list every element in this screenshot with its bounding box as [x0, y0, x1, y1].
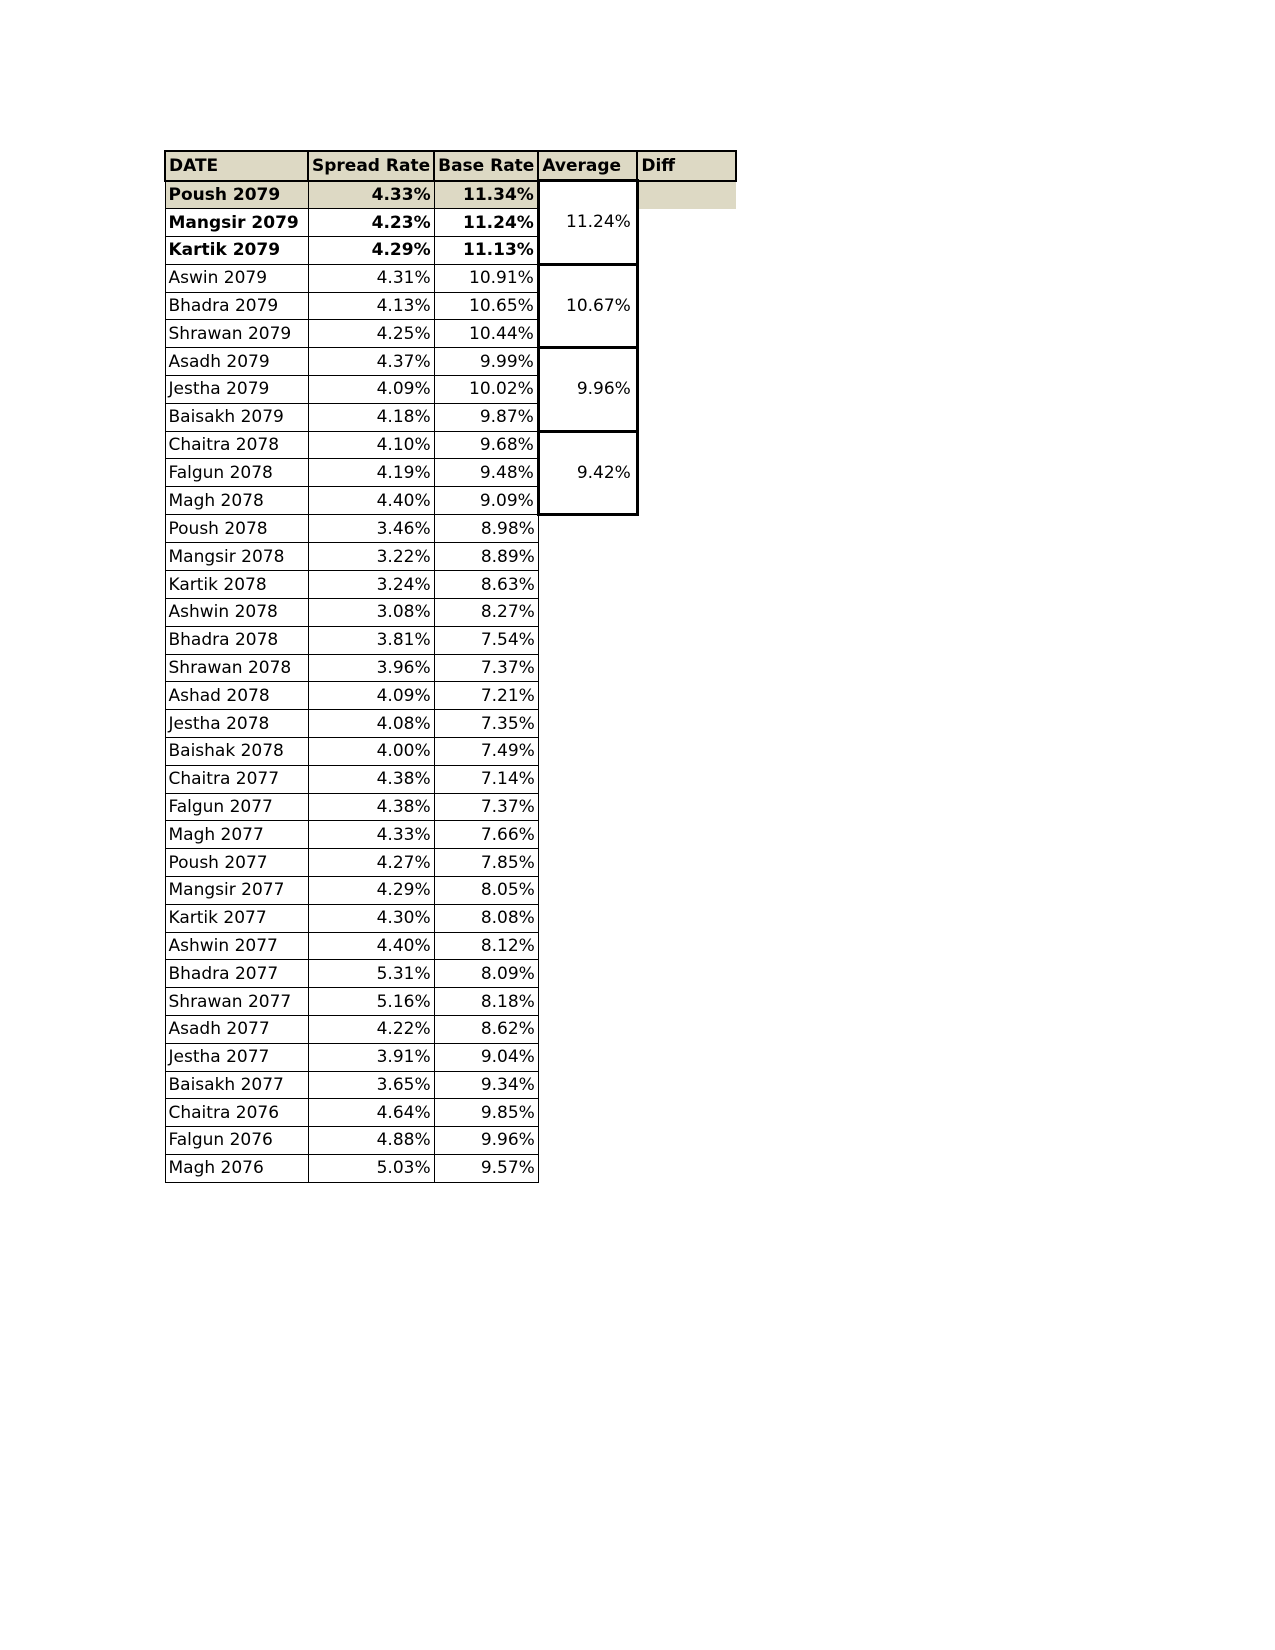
cell-base-rate: 7.49%	[434, 737, 538, 765]
table-row	[165, 403, 736, 431]
cell-base-rate: 8.27%	[434, 598, 538, 626]
cell-average: 11.24%	[538, 181, 637, 265]
cell-diff	[637, 876, 736, 904]
cell-base-rate: 9.09%	[434, 487, 538, 515]
cell-base-rate: 7.37%	[434, 654, 538, 682]
cell-spread-rate: 4.29%	[308, 237, 434, 265]
table-row	[165, 543, 736, 571]
cell-empty	[538, 682, 637, 710]
cell-spread-rate: 4.29%	[308, 876, 434, 904]
cell-spread-rate: 3.22%	[308, 543, 434, 571]
cell-empty	[538, 598, 637, 626]
cell-base-rate: 9.87%	[434, 403, 538, 431]
cell-spread-rate: 4.22%	[308, 1015, 434, 1043]
cell-base-rate: 9.04%	[434, 1043, 538, 1071]
cell-spread-rate: 5.16%	[308, 988, 434, 1016]
cell-base-rate: 8.89%	[434, 543, 538, 571]
cell-diff	[637, 737, 736, 765]
table-row	[165, 765, 736, 793]
table-row	[165, 1154, 736, 1182]
cell-empty	[538, 1015, 637, 1043]
cell-diff	[637, 181, 736, 209]
cell-base-rate: 8.05%	[434, 876, 538, 904]
cell-spread-rate: 4.33%	[308, 181, 434, 209]
cell-spread-rate: 4.64%	[308, 1099, 434, 1127]
cell-average: 9.96%	[538, 348, 637, 431]
cell-empty	[538, 821, 637, 849]
cell-date: Kartik 2079	[165, 237, 308, 265]
cell-diff	[637, 376, 736, 404]
cell-date: Aswin 2079	[165, 264, 308, 292]
table-row	[165, 571, 736, 599]
cell-diff	[637, 1043, 736, 1071]
cell-spread-rate: 4.38%	[308, 765, 434, 793]
cell-spread-rate: 3.91%	[308, 1043, 434, 1071]
cell-spread-rate: 4.09%	[308, 682, 434, 710]
cell-diff	[637, 431, 736, 459]
cell-diff	[637, 1127, 736, 1155]
cell-date: Shrawan 2077	[165, 988, 308, 1016]
cell-spread-rate: 4.10%	[308, 431, 434, 459]
table-row	[165, 904, 736, 932]
table-body	[165, 181, 736, 1183]
cell-diff	[637, 654, 736, 682]
cell-date: Chaitra 2077	[165, 765, 308, 793]
cell-date: Baishak 2078	[165, 737, 308, 765]
cell-date: Shrawan 2079	[165, 320, 308, 348]
table-row	[165, 1043, 736, 1071]
table-row	[165, 1071, 736, 1099]
table-row	[165, 682, 736, 710]
rates-table	[164, 150, 737, 1183]
cell-spread-rate: 4.18%	[308, 403, 434, 431]
table-row	[165, 292, 736, 320]
cell-date: Jestha 2077	[165, 1043, 308, 1071]
cell-base-rate: 9.34%	[434, 1071, 538, 1099]
cell-diff	[637, 932, 736, 960]
cell-empty	[538, 849, 637, 877]
cell-empty	[538, 737, 637, 765]
cell-date: Falgun 2078	[165, 459, 308, 487]
cell-date: Bhadra 2079	[165, 292, 308, 320]
cell-base-rate: 9.68%	[434, 431, 538, 459]
cell-date: Kartik 2078	[165, 571, 308, 599]
table-row	[165, 348, 736, 376]
cell-date: Ashwin 2078	[165, 598, 308, 626]
cell-diff	[637, 960, 736, 988]
cell-empty	[538, 876, 637, 904]
cell-base-rate: 8.98%	[434, 515, 538, 543]
cell-spread-rate: 4.25%	[308, 320, 434, 348]
cell-date: Mangsir 2078	[165, 543, 308, 571]
cell-date: Shrawan 2078	[165, 654, 308, 682]
table-row	[165, 1127, 736, 1155]
cell-date: Magh 2078	[165, 487, 308, 515]
cell-empty	[538, 654, 637, 682]
cell-empty	[538, 571, 637, 599]
cell-date: Mangsir 2079	[165, 209, 308, 237]
table-row	[165, 376, 736, 404]
cell-diff	[637, 209, 736, 237]
cell-empty	[538, 626, 637, 654]
table-row	[165, 960, 736, 988]
table-row	[165, 626, 736, 654]
table-row	[165, 654, 736, 682]
cell-diff	[637, 264, 736, 292]
cell-base-rate: 9.57%	[434, 1154, 538, 1182]
cell-diff	[637, 821, 736, 849]
cell-diff	[637, 459, 736, 487]
table-row	[165, 459, 736, 487]
cell-spread-rate: 3.65%	[308, 1071, 434, 1099]
spreadsheet-page	[164, 150, 737, 1183]
cell-base-rate: 7.66%	[434, 821, 538, 849]
table-row	[165, 209, 736, 237]
cell-spread-rate: 3.96%	[308, 654, 434, 682]
cell-spread-rate: 5.03%	[308, 1154, 434, 1182]
cell-base-rate: 8.12%	[434, 932, 538, 960]
cell-empty	[538, 1099, 637, 1127]
cell-spread-rate: 4.19%	[308, 459, 434, 487]
cell-base-rate: 8.18%	[434, 988, 538, 1016]
cell-date: Asadh 2077	[165, 1015, 308, 1043]
cell-date: Mangsir 2077	[165, 876, 308, 904]
cell-date: Poush 2079	[165, 181, 308, 209]
cell-empty	[538, 515, 637, 543]
cell-empty	[538, 1127, 637, 1155]
cell-base-rate: 9.85%	[434, 1099, 538, 1127]
cell-date: Kartik 2077	[165, 904, 308, 932]
cell-base-rate: 7.35%	[434, 710, 538, 738]
cell-base-rate: 8.09%	[434, 960, 538, 988]
cell-diff	[637, 598, 736, 626]
cell-base-rate: 9.99%	[434, 348, 538, 376]
cell-average: 9.42%	[538, 431, 637, 514]
cell-base-rate: 9.96%	[434, 1127, 538, 1155]
table-row	[165, 598, 736, 626]
cell-average: 10.67%	[538, 264, 637, 347]
cell-empty	[538, 543, 637, 571]
cell-diff	[637, 682, 736, 710]
cell-empty	[538, 1154, 637, 1182]
cell-empty	[538, 1043, 637, 1071]
table-row	[165, 181, 736, 209]
cell-diff	[637, 1015, 736, 1043]
cell-spread-rate: 4.88%	[308, 1127, 434, 1155]
cell-spread-rate: 3.46%	[308, 515, 434, 543]
cell-date: Asadh 2079	[165, 348, 308, 376]
cell-base-rate: 7.54%	[434, 626, 538, 654]
cell-spread-rate: 4.23%	[308, 209, 434, 237]
cell-spread-rate: 3.08%	[308, 598, 434, 626]
cell-base-rate: 7.85%	[434, 849, 538, 877]
cell-spread-rate: 4.00%	[308, 737, 434, 765]
cell-base-rate: 7.37%	[434, 793, 538, 821]
table-row	[165, 237, 736, 265]
cell-empty	[538, 793, 637, 821]
cell-date: Magh 2077	[165, 821, 308, 849]
cell-empty	[538, 988, 637, 1016]
header-row	[165, 151, 736, 181]
cell-spread-rate: 4.09%	[308, 376, 434, 404]
cell-date: Magh 2076	[165, 1154, 308, 1182]
cell-date: Jestha 2078	[165, 710, 308, 738]
cell-diff	[637, 487, 736, 515]
table-row	[165, 320, 736, 348]
cell-base-rate: 10.44%	[434, 320, 538, 348]
cell-spread-rate: 5.31%	[308, 960, 434, 988]
cell-empty	[538, 932, 637, 960]
table-row	[165, 515, 736, 543]
table-row	[165, 1099, 736, 1127]
cell-diff	[637, 543, 736, 571]
cell-diff	[637, 1154, 736, 1182]
cell-empty	[538, 960, 637, 988]
header-base-rate: Base Rate	[434, 151, 538, 181]
cell-diff	[637, 403, 736, 431]
cell-diff	[637, 1099, 736, 1127]
cell-base-rate: 10.91%	[434, 264, 538, 292]
cell-diff	[637, 849, 736, 877]
cell-spread-rate: 4.33%	[308, 821, 434, 849]
cell-diff	[637, 515, 736, 543]
cell-base-rate: 8.08%	[434, 904, 538, 932]
cell-date: Bhadra 2078	[165, 626, 308, 654]
header-average: Average	[538, 151, 637, 181]
cell-spread-rate: 4.08%	[308, 710, 434, 738]
cell-diff	[637, 904, 736, 932]
cell-diff	[637, 626, 736, 654]
table-row	[165, 821, 736, 849]
cell-spread-rate: 3.81%	[308, 626, 434, 654]
table-row	[165, 710, 736, 738]
cell-base-rate: 8.62%	[434, 1015, 538, 1043]
cell-diff	[637, 292, 736, 320]
cell-base-rate: 11.34%	[434, 181, 538, 209]
cell-diff	[637, 237, 736, 265]
table-row	[165, 431, 736, 459]
cell-date: Baisakh 2079	[165, 403, 308, 431]
table-row	[165, 876, 736, 904]
header-spread-rate: Spread Rate	[308, 151, 434, 181]
table-row	[165, 1015, 736, 1043]
cell-date: Falgun 2076	[165, 1127, 308, 1155]
cell-spread-rate: 4.38%	[308, 793, 434, 821]
table-row	[165, 988, 736, 1016]
cell-diff	[637, 793, 736, 821]
cell-date: Poush 2078	[165, 515, 308, 543]
table-row	[165, 932, 736, 960]
header-date: DATE	[165, 151, 308, 181]
cell-date: Ashwin 2077	[165, 932, 308, 960]
cell-spread-rate: 4.30%	[308, 904, 434, 932]
cell-date: Bhadra 2077	[165, 960, 308, 988]
cell-spread-rate: 4.40%	[308, 932, 434, 960]
cell-diff	[637, 988, 736, 1016]
cell-empty	[538, 1071, 637, 1099]
cell-empty	[538, 765, 637, 793]
cell-diff	[637, 320, 736, 348]
cell-base-rate: 11.24%	[434, 209, 538, 237]
cell-date: Baisakh 2077	[165, 1071, 308, 1099]
cell-base-rate: 8.63%	[434, 571, 538, 599]
cell-date: Poush 2077	[165, 849, 308, 877]
cell-date: Chaitra 2076	[165, 1099, 308, 1127]
cell-date: Jestha 2079	[165, 376, 308, 404]
cell-spread-rate: 4.27%	[308, 849, 434, 877]
table-row	[165, 737, 736, 765]
cell-empty	[538, 904, 637, 932]
cell-base-rate: 7.21%	[434, 682, 538, 710]
cell-diff	[637, 571, 736, 599]
table-row	[165, 793, 736, 821]
cell-base-rate: 9.48%	[434, 459, 538, 487]
table-row	[165, 487, 736, 515]
cell-diff	[637, 710, 736, 738]
cell-diff	[637, 1071, 736, 1099]
cell-spread-rate: 3.24%	[308, 571, 434, 599]
cell-spread-rate: 4.31%	[308, 264, 434, 292]
cell-base-rate: 10.65%	[434, 292, 538, 320]
cell-spread-rate: 4.40%	[308, 487, 434, 515]
cell-date: Ashad 2078	[165, 682, 308, 710]
cell-date: Chaitra 2078	[165, 431, 308, 459]
cell-spread-rate: 4.13%	[308, 292, 434, 320]
table-row	[165, 849, 736, 877]
cell-diff	[637, 765, 736, 793]
table-row	[165, 264, 736, 292]
cell-diff	[637, 348, 736, 376]
cell-base-rate: 7.14%	[434, 765, 538, 793]
cell-spread-rate: 4.37%	[308, 348, 434, 376]
cell-date: Falgun 2077	[165, 793, 308, 821]
header-diff: Diff	[637, 151, 736, 181]
cell-base-rate: 11.13%	[434, 237, 538, 265]
cell-empty	[538, 710, 637, 738]
cell-base-rate: 10.02%	[434, 376, 538, 404]
